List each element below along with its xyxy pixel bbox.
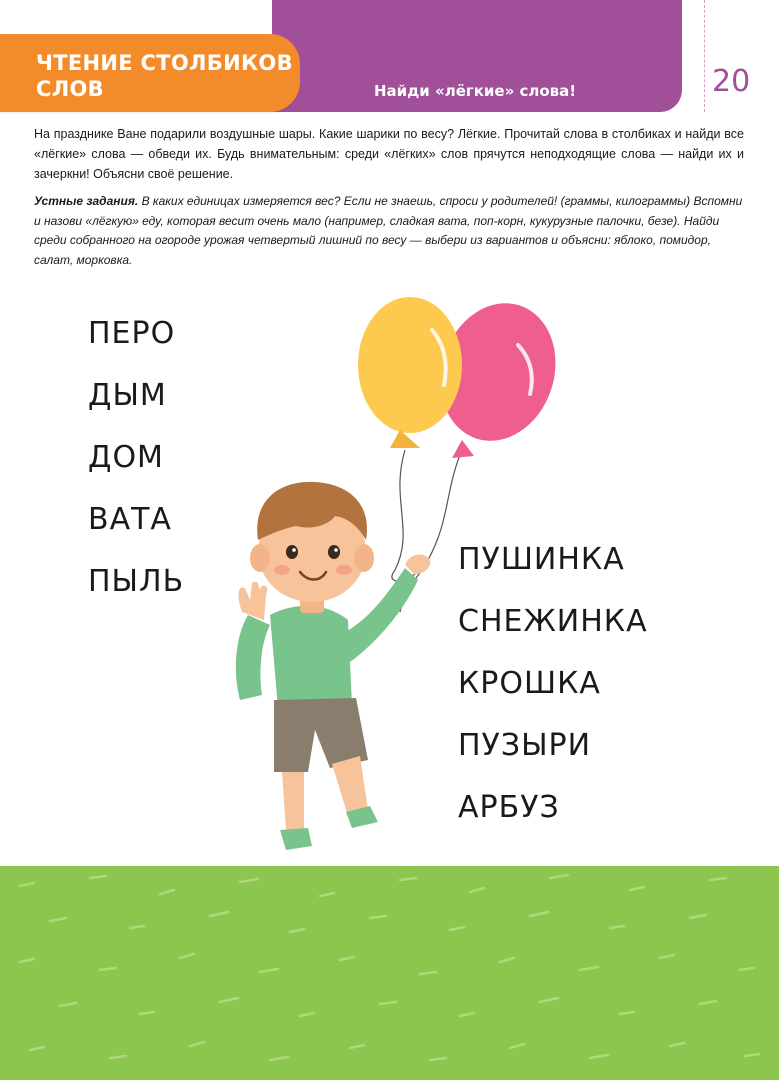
grass-background (0, 866, 779, 1080)
boy-icon (236, 482, 430, 850)
cut-line (704, 0, 705, 112)
word-item[interactable]: ДЫМ (88, 378, 167, 413)
balloon-string-icon (428, 450, 462, 560)
word-item[interactable]: АРБУЗ (458, 790, 560, 825)
word-item[interactable]: ДОМ (88, 440, 164, 475)
oral-tasks (34, 192, 744, 270)
word-item[interactable]: ПЫЛЬ (88, 564, 185, 599)
word-item[interactable]: ПЕРО (88, 316, 176, 351)
word-item[interactable]: ПУШИНКА (458, 542, 625, 577)
section-title: ЧТЕНИЕ СТОЛБИКОВ СЛОВ (36, 51, 293, 101)
oral-tasks-label: Устные задания. (34, 194, 139, 208)
instructions-text: На празднике Ване подарили воздушные шары. Какие шарики по весу? Лёгкие. Прочитай слова в столбиках и найди все «лёгкие» слова — обведи их. Будь внимательным: среди «лёгких» слов прячутся неподходящие слова — найди их и зачеркни! Объясни своё решение. (34, 127, 744, 181)
page-number: 20 (712, 64, 751, 99)
page-subtitle: Найди «лёгкие» слова! (374, 82, 577, 100)
word-column-left (88, 303, 184, 613)
oral-tasks-text: В каких единицах измеряется вес? Если не знаешь, спроси у родителей! (граммы, килограммы) Вспомни и назови «лёгкую» еду, которая весит очень мало (например, сладкая вата, поп-корн, кукурузные палочки, безе). Найди среди собранного на огороде урожая четвертый лишний по весу — выбери из вариантов и объясни: яблоко, помидор, салат, морковка. (34, 194, 743, 267)
word-item[interactable]: ПУЗЫРИ (458, 728, 592, 763)
word-item[interactable]: КРОШКА (458, 666, 601, 701)
word-item[interactable]: ВАТА (88, 502, 172, 537)
word-item[interactable]: СНЕЖИНКА (458, 604, 648, 639)
yellow-balloon-icon (358, 297, 462, 448)
boy-with-balloons-illustration (200, 290, 600, 860)
